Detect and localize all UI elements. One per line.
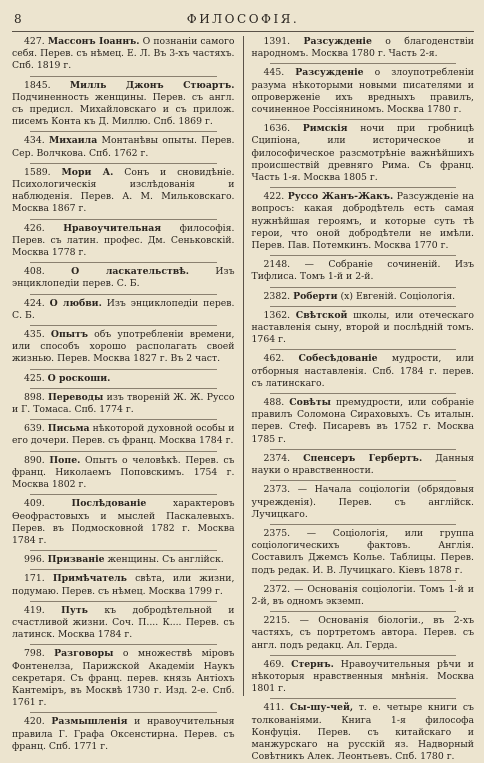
entry-heading: Собесѣдованіе [298, 353, 378, 365]
entry-text: школы, или отеческаго наставленія сыну, второй и послѣдній томъ. 1764 г. [251, 309, 474, 346]
entry-separator [30, 451, 217, 452]
entry-separator [270, 480, 457, 481]
entry-number: 445. [263, 67, 285, 79]
entry-number: 1636. [263, 123, 291, 135]
entry-text: объ употребленіи времени, или способъ хорошо располагать своей жизнью. Перев. Москва 1827 г. Въ 2 част. [12, 329, 235, 365]
entry-heading: Михаила [49, 135, 98, 147]
entry-text: къ добродѣтельной и счастливой жизни. Соч. П.... К.... Перев. съ латинск. Москва 1784 г. [12, 604, 235, 641]
entry-number: 2374. [263, 452, 291, 464]
entry-number: 2372. [263, 583, 291, 595]
running-title: ФИЛОСОФІЯ. [186, 12, 300, 26]
entry-separator [30, 569, 217, 570]
left-column [12, 36, 243, 752]
catalog-entry [12, 167, 235, 216]
catalog-entry [252, 453, 475, 477]
entry-number: 419. [24, 604, 45, 616]
entry-text: т. е. четыре книги съ толкованіями. Книга 1-я философа Конфуція. Перев. съ китайскаго и манжурскаго на русскій яз. Надворный Совѣтникъ Алек. Леонтьевъ. Спб. 1780 г. [251, 702, 474, 763]
entry-separator [30, 712, 217, 713]
entry-heading: Попе. [49, 454, 81, 466]
catalog-entry [12, 392, 235, 416]
entry-number: 996. [24, 554, 45, 566]
entry-number: 171. [24, 573, 45, 585]
entry-separator [30, 131, 217, 132]
catalog-entry [12, 573, 235, 597]
entry-number: 2382. [263, 290, 291, 302]
catalog-entry [252, 291, 475, 303]
catalog-entry [12, 554, 235, 566]
entry-heading: Призваніе [47, 554, 105, 566]
catalog-entry [12, 648, 235, 709]
entry-text: — Соціологія, или группа соціологическихъ фактовъ. Англія. Составилъ Джемсъ Кольe. Таблицы. Перев. подъ редак. И. В. Лучицкаго. Кіевъ 1878 г. [251, 527, 474, 576]
entry-heading: Свѣтской [295, 309, 348, 321]
catalog-entry [252, 484, 475, 521]
entry-separator [30, 163, 217, 164]
entry-heading: Роберти [293, 290, 338, 302]
entry-number: 639. [24, 423, 45, 435]
entry-separator [30, 601, 217, 602]
entry-text: Опытъ о человѣкѣ. Перев. съ франц. Николаемъ Поповскимъ. 1754 г. Москва 1802 г. [12, 454, 235, 491]
entry-number: 2375. [263, 527, 291, 539]
entry-number: 434. [24, 135, 45, 147]
entry-heading: Руссо Жанъ-Жакъ. [287, 191, 394, 203]
entry-separator [270, 287, 457, 288]
entry-text: (х) Евгеній. Соціологія. [340, 290, 456, 302]
entry-heading: Размышленія [51, 716, 128, 728]
entry-number: 424. [24, 297, 45, 309]
entry-text: свѣта, или жизни, подумаю. Перев. съ нѣмец. Москва 1799 г. [12, 573, 235, 597]
entry-heading: Массонъ Іоаннъ. [47, 36, 140, 47]
entry-number: 2373. [263, 484, 291, 496]
entry-heading: О любви. [49, 297, 102, 309]
entry-separator [270, 349, 457, 350]
entry-number: 1362. [263, 309, 291, 321]
entry-text: Подчиненность женщины. Перев. съ англ. съ предисл. Михайловскаго и съ прилож. писемъ Конта къ Д. Миллю. Спб. 1869 г. [12, 91, 235, 128]
entry-separator [270, 698, 457, 699]
entry-text: Монтанѣвы опыты. Перев. Сер. Волчкова. Спб. 1762 г. [12, 135, 235, 159]
page-number: 8 [14, 12, 22, 26]
catalog-entry [252, 36, 475, 60]
entry-number: 422. [263, 191, 285, 203]
entry-text: женщины. Съ англійск. [107, 554, 224, 566]
catalog-entry [252, 310, 475, 347]
entry-heading: Переводы [48, 391, 104, 403]
catalog-entry [252, 191, 475, 252]
entry-text: Сонъ и сновидѣніе. Психологическія изслѣдованія и наблюденія. Перев. А. М. Мильковскаго. Москва 1867 г. [12, 166, 235, 215]
entry-separator [270, 655, 457, 656]
entry-heading: Разсужденіе [295, 67, 364, 79]
entry-text: О познаніи самого себя. Перев. съ нѣмец. Е. Л. Въ 3-хъ частяхъ. Спб. 1819 г. [12, 36, 235, 72]
entry-separator [270, 524, 457, 525]
entry-number: 488. [263, 397, 285, 409]
entry-heading: Путь [61, 604, 88, 616]
catalog-entry [252, 123, 475, 184]
entry-heading: Совѣты [289, 397, 331, 409]
entry-number: 469. [263, 658, 285, 670]
entry-text: изъ твореній Ж. Ж. Руссо и Г. Томаса. Спб. 1774 г. [12, 391, 235, 416]
entry-separator [30, 550, 217, 551]
entry-text: ночи при гробницѣ Сципіона, или историческое и философическое разсмотрѣніе важнѣйшихъ происшествій древняго Рима. Съ франц. Часть 1-я. Москва 1805 г. [251, 123, 474, 184]
entry-number: 1845. [24, 79, 51, 91]
entry-text: — Основанія соціологіи. Томъ 1-й и 2-й, въ одномъ экземп. [251, 583, 474, 607]
entry-separator [30, 219, 217, 220]
entry-number: 1391. [263, 36, 291, 47]
entry-text: характеровъ Ѳеофрастовыхъ и мыслей Паскалевыхъ. Перев. въ Подмосковной 1782 г. Москва 1784 г. [12, 498, 235, 546]
page-header [12, 9, 474, 32]
entry-number: 427. [24, 36, 45, 47]
entry-text: о злоупотребленіи разума нѣкоторыми новыми писателями и опроверженіе ихъ вредныхъ правилъ, сочиненное Россіяниномъ. Москва 1780 г. [251, 67, 474, 116]
entry-text: нѣкоторой духовной особы и его дочери. Перев. съ франц. Москва 1784 г. [12, 423, 235, 447]
catalog-entry [252, 584, 475, 608]
entry-number: 890. [24, 454, 45, 466]
entry-text: — Собраніе сочиненій. Изъ Тифлиса. Томъ 1-й и 2-й. [251, 259, 474, 283]
entry-number: 2215. [263, 615, 291, 627]
two-column-body [12, 36, 474, 763]
entry-separator [270, 187, 457, 188]
entry-heading: О ласкательствѣ. [71, 266, 190, 278]
entry-text: Данныя науки о нравственности. [251, 452, 474, 477]
catalog-entry [12, 423, 235, 447]
catalog-entry [12, 455, 235, 492]
entry-heading: Письма [47, 423, 90, 435]
entry-text: Разсужденіе на вопросъ: какая добродѣтель есть самая нужнѣйшая героямъ, и которые суть тѣ герои, что оной добродѣтели не имѣли. Перев. Пав. Потемкинъ. Москва 1770 г. [251, 191, 474, 252]
right-column [244, 36, 475, 763]
entry-heading: Опытъ [50, 329, 88, 341]
entry-number: 425. [24, 372, 45, 384]
catalog-entry [252, 615, 475, 652]
catalog-entry [252, 659, 475, 696]
entry-heading: Разговоры [54, 648, 114, 660]
entry-heading: Разсужденіе [303, 36, 372, 47]
entry-separator [30, 388, 217, 389]
entry-separator [30, 294, 217, 295]
entry-separator [270, 449, 457, 450]
entry-heading: Нравоучительная [63, 222, 162, 234]
catalog-entry [252, 67, 475, 116]
entry-heading: Римскія [302, 123, 348, 135]
catalog-entry [252, 259, 475, 283]
entry-separator [270, 255, 457, 256]
catalog-entry [12, 298, 235, 322]
entry-separator [270, 580, 457, 581]
entry-text: мудрости, или отборныя наставленія. Спб. 1784 г. перев. съ латинскаго. [251, 353, 474, 389]
catalog-entry [252, 397, 475, 446]
entry-separator [270, 393, 457, 394]
entry-separator [270, 306, 457, 307]
catalog-entry [12, 135, 235, 159]
entry-text: о множествѣ міровъ Фонтенелза, Парижской Академіи Наукъ секретаря. Съ франц. перев. князь Антіохъ Кантеміръ, въ Москвѣ 1730 г. Изд. 2-е. Спб. 1761 г. [12, 648, 235, 709]
catalog-entry [12, 36, 235, 73]
catalog-entry [252, 528, 475, 577]
entry-number: 435. [24, 329, 45, 341]
entry-heading: Послѣдованіе [71, 498, 147, 510]
entry-separator [30, 325, 217, 326]
entry-separator [30, 262, 217, 263]
entry-heading: О роскоши. [47, 372, 111, 384]
entry-number: 2148. [263, 259, 291, 271]
entry-heading: Сы-шу-чей, [289, 702, 354, 714]
entry-number: 411. [263, 702, 285, 714]
catalog-entry [12, 716, 235, 753]
entry-heading: Милль Джонъ Стюартъ. [69, 79, 235, 91]
entry-number: 408. [24, 266, 45, 278]
entry-number: 426. [24, 222, 45, 234]
entry-heading: Стернъ. [291, 658, 334, 670]
entry-separator [30, 76, 217, 77]
entry-separator [30, 494, 217, 495]
entry-separator [270, 63, 457, 64]
catalog-entry [12, 605, 235, 642]
entry-separator [30, 419, 217, 420]
entry-text: философія. Перев. съ латин. профес. Дм. Сеньковскій. Москва 1778 г. [12, 222, 235, 259]
catalog-entry [12, 80, 235, 129]
entry-number: 409. [24, 498, 45, 510]
entry-number: 798. [24, 648, 45, 660]
entry-number: 1589. [24, 166, 51, 178]
catalog-entry [252, 353, 475, 390]
entry-text: о благоденствіи народномъ. Москва 1780 г. Часть 2-я. [251, 36, 474, 60]
entry-heading: Спенсеръ Гербертъ. [303, 452, 423, 464]
catalog-entry [12, 498, 235, 547]
entry-text: Изъ энциклопедіи перев. С. Б. [12, 297, 235, 321]
entry-number: 462. [263, 353, 285, 365]
entry-number: 898. [24, 391, 45, 403]
entry-separator [30, 369, 217, 370]
catalog-entry [12, 373, 235, 385]
entry-text: премудрости, или собраніе правилъ Соломона Сираховыхъ. Съ италын. перев. Стеф. Писаревъ въ 1752 г. Москва 1785 г. [251, 397, 474, 445]
entry-separator [270, 611, 457, 612]
entry-text: — Основанія біологіи., въ 2-хъ частяхъ, съ портретомъ автора. Перев. съ англ. подъ редакц. Ал. Герда. [251, 615, 474, 651]
catalog-entry [12, 329, 235, 366]
entry-separator [270, 119, 457, 120]
catalog-entry [12, 266, 235, 290]
entry-heading: Мори А. [61, 166, 114, 178]
entry-number: 420. [24, 716, 45, 728]
catalog-entry [12, 223, 235, 260]
entry-text: — Начала соціологіи (обрядовыя учрежденія). Перев. съ англійск. Лучицкаго. [251, 484, 474, 520]
entry-text: Изъ энциклопедіи перев. С. Б. [12, 266, 235, 290]
entry-separator [30, 644, 217, 645]
catalog-entry [252, 702, 475, 763]
entry-text: и нравоучительныя правила Г. Графа Оксенстирна. Перев. съ франц. Спб. 1771 г. [12, 716, 235, 752]
entry-text: Нравоучительныя рѣчи и нѣкоторыя нравственныя мнѣнія. Москва 1801 г. [251, 658, 474, 695]
entry-heading: Примѣчатель [52, 573, 127, 585]
